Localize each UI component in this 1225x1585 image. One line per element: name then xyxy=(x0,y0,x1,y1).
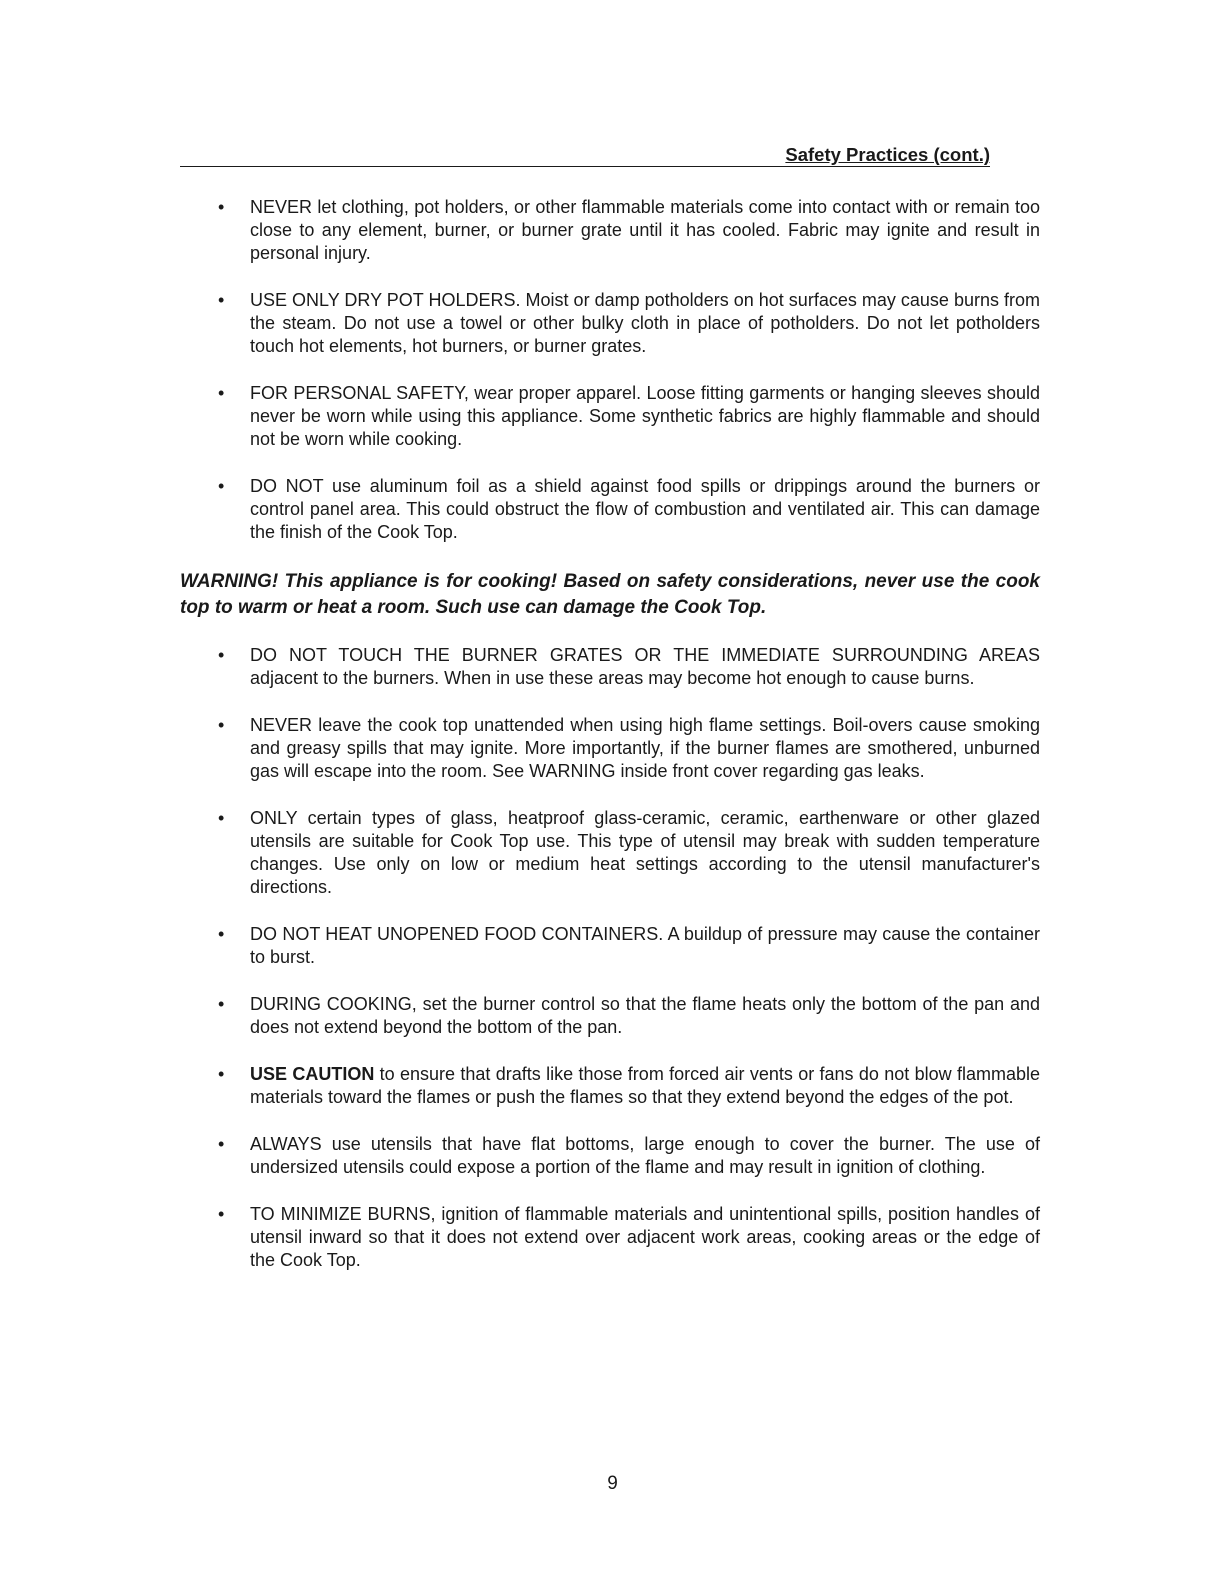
bullet-icon: • xyxy=(218,1204,225,1224)
bullet-icon: • xyxy=(218,1064,225,1084)
item-text: USE ONLY DRY POT HOLDERS. Moist or damp potholders on hot surfaces may cause burns from the steam. Do not use a towel or other bulky cloth in place of potholders. Do not let potholders touch hot elements, hot burners, or burner grates. xyxy=(250,290,1040,356)
list-item xyxy=(218,807,1040,899)
bullet-icon: • xyxy=(218,197,225,217)
item-text: ALWAYS use utensils that have flat bottoms, large enough to cover the burner. The use of undersized utensils could expose a portion of the flame and may result in ignition of clothing. xyxy=(250,1134,1040,1177)
warning-paragraph: WARNING! This appliance is for cooking! Based on safety considerations, never use the cook top to warm or heat a room. Such use can damage the Cook Top. xyxy=(180,571,1040,618)
page-number: 9 xyxy=(607,1473,618,1494)
page-header xyxy=(180,142,990,167)
item-text: to ensure that drafts like those from forced air vents or fans do not blow flammable materials toward the flames or push the flames so that they extend beyond the edges of the pot. xyxy=(250,1064,1040,1107)
bullet-icon: • xyxy=(218,808,225,828)
safety-list-upper xyxy=(218,196,1040,568)
bullet-icon: • xyxy=(218,994,225,1014)
item-text: DURING COOKING, set the burner control so that the flame heats only the bottom of the pan and does not extend beyond the bottom of the pan. xyxy=(250,994,1040,1037)
item-text: NEVER let clothing, pot holders, or other flammable materials come into contact with or remain too close to any element, burner, or burner grate until it has cooled. Fabric may ignite and result in personal injury. xyxy=(250,197,1040,263)
item-text: TO MINIMIZE BURNS, ignition of flammable materials and unintentional spills, position handles of utensil inward so that it does not extend over adjacent work areas, cooking areas or the edge of the Cook Top. xyxy=(250,1204,1040,1270)
list-item xyxy=(218,993,1040,1039)
section-title: Safety Practices (cont.) xyxy=(785,144,990,165)
list-item xyxy=(218,1133,1040,1179)
item-text: DO NOT HEAT UNOPENED FOOD CONTAINERS. A buildup of pressure may cause the container to burst. xyxy=(250,924,1040,967)
item-text: FOR PERSONAL SAFETY, wear proper apparel. Loose fitting garments or hanging sleeves should never be worn while using this appliance. Some synthetic fabrics are highly flammable and should not be worn while cooking. xyxy=(250,383,1040,449)
item-lead: USE CAUTION xyxy=(250,1064,375,1084)
bullet-icon: • xyxy=(218,715,225,735)
item-text: DO NOT TOUCH THE BURNER GRATES OR THE IMMEDIATE SURROUNDING AREAS adjacent to the burners. When in use these areas may become hot enough to cause burns. xyxy=(250,645,1040,688)
list-item xyxy=(218,644,1040,690)
list-item xyxy=(218,382,1040,451)
bullet-icon: • xyxy=(218,383,225,403)
list-item xyxy=(218,196,1040,265)
item-text: NEVER leave the cook top unattended when using high flame settings. Boil-overs cause smoking and greasy spills that may ignite. More importantly, if the burner flames are smothered, unburned gas will escape into the room. See WARNING inside front cover regarding gas leaks. xyxy=(250,715,1040,781)
list-item xyxy=(218,1063,1040,1109)
safety-list-lower xyxy=(218,644,1040,1296)
bullet-icon: • xyxy=(218,924,225,944)
bullet-icon: • xyxy=(218,476,225,496)
list-item xyxy=(218,475,1040,544)
list-item xyxy=(218,923,1040,969)
item-text: DO NOT use aluminum foil as a shield against food spills or drippings around the burners or control panel area. This could obstruct the flow of combustion and ventilated air. This can damage the finish of the Cook Top. xyxy=(250,476,1040,542)
bullet-icon: • xyxy=(218,1134,225,1154)
list-item xyxy=(218,714,1040,783)
list-item xyxy=(218,289,1040,358)
item-text: ONLY certain types of glass, heatproof glass-ceramic, ceramic, earthenware or other glazed utensils are suitable for Cook Top use. This type of utensil may break with sudden temperature changes. Use only on low or medium heat settings according to the utensil manufacturer's directions. xyxy=(250,808,1040,897)
bullet-icon: • xyxy=(218,645,225,665)
bullet-icon: • xyxy=(218,290,225,310)
list-item xyxy=(218,1203,1040,1272)
